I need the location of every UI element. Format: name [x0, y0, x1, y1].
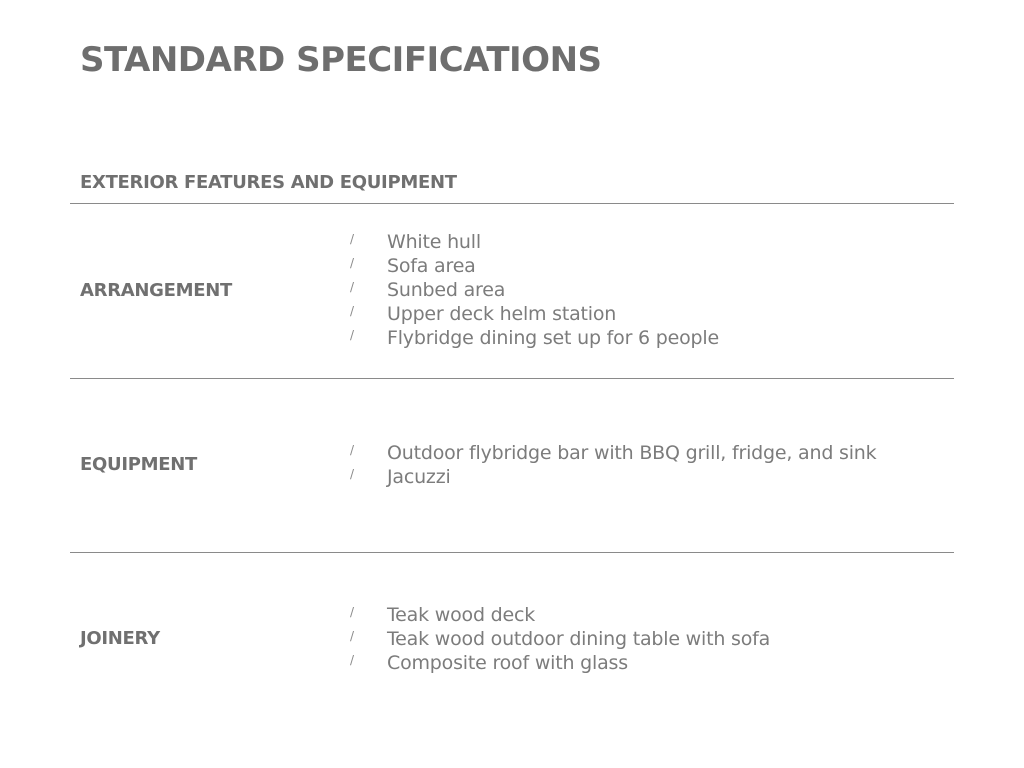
item-text: Teak wood deck [387, 604, 536, 626]
slash-bullet-icon: / [350, 304, 355, 318]
spec-row-joinery [70, 553, 954, 726]
item-text: Flybridge dining set up for 6 people [387, 327, 719, 349]
item-text: Jacuzzi [387, 466, 451, 488]
item-text: Sofa area [387, 255, 476, 277]
slash-bullet-icon: / [350, 605, 355, 619]
slash-bullet-icon: / [350, 467, 355, 481]
item-text: Sunbed area [387, 279, 506, 301]
slash-bullet-icon: / [350, 653, 355, 667]
slash-bullet-icon: / [350, 443, 355, 457]
section-heading: EXTERIOR FEATURES AND EQUIPMENT [80, 172, 457, 193]
spec-row-equipment [70, 379, 954, 552]
item-text: Upper deck helm station [387, 303, 617, 325]
row-label: EQUIPMENT [80, 454, 197, 475]
slash-bullet-icon: / [350, 256, 355, 270]
item-text: Outdoor flybridge bar with BBQ grill, fridge, and sink [387, 442, 877, 464]
slash-bullet-icon: / [350, 629, 355, 643]
item-text: Composite roof with glass [387, 652, 628, 674]
item-text: Teak wood outdoor dining table with sofa [387, 628, 771, 650]
page-title: STANDARD SPECIFICATIONS [80, 40, 602, 80]
slash-bullet-icon: / [350, 232, 355, 246]
spec-row-arrangement [70, 204, 954, 378]
slash-bullet-icon: / [350, 280, 355, 294]
row-label: JOINERY [80, 628, 160, 649]
slash-bullet-icon: / [350, 328, 355, 342]
item-text: White hull [387, 231, 481, 253]
row-label: ARRANGEMENT [80, 280, 232, 301]
